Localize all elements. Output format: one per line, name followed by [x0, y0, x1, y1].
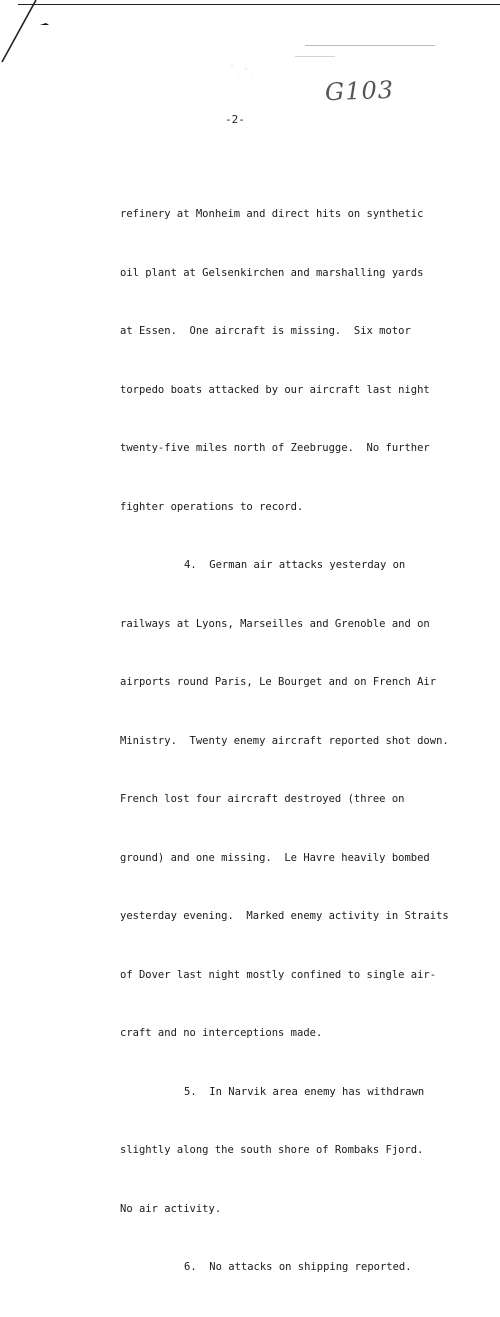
paragraph-5-start: 5. In Narvik area enemy has withdrawn: [184, 1085, 425, 1098]
faint-rule-short: [295, 56, 335, 57]
scan-edge-mark: [0, 0, 40, 70]
text-line: yesterday evening. Marked enemy activity in Straits: [120, 910, 449, 922]
paragraph-4-start: 4. German air attacks yesterday on: [184, 559, 406, 571]
text-line: Ministry. Twenty enemy aircraft reported shot down.: [120, 734, 449, 747]
text-line: railways at Lyons, Marseilles and Grenoble and on: [120, 617, 430, 630]
text-line: of Dover last night mostly confined to single air-: [120, 968, 437, 981]
top-border-line: [18, 4, 500, 5]
scan-speckles: [220, 60, 280, 90]
text-line: refinery at Monheim and direct hits on synthetic: [120, 208, 424, 220]
scan-speck-mark: [40, 23, 49, 26]
paragraph-6-start: 6. No attacks on shipping reported.: [184, 1261, 412, 1273]
faint-rule-top: [305, 45, 435, 46]
text-line: French lost four aircraft destroyed (three on: [120, 793, 405, 805]
text-line: twenty-five miles north of Zeebrugge. No further: [120, 442, 430, 454]
text-line: torpedo boats attacked by our aircraft last night: [120, 383, 430, 396]
text-line: ground) and one missing. Le Havre heavily bombed: [120, 851, 430, 864]
page-number: -2-: [225, 113, 245, 126]
text-line: airports round Paris, Le Bourget and on French Air: [120, 676, 437, 688]
text-line: No air activity.: [120, 1202, 222, 1215]
text-line: at Essen. One aircraft is missing. Six motor: [120, 325, 411, 337]
text-line: oil plant at Gelsenkirchen and marshalling yards: [120, 266, 424, 279]
text-line: craft and no interceptions made.: [120, 1027, 323, 1039]
text-line: fighter operations to record.: [120, 500, 304, 513]
document-body: [120, 166, 450, 1317]
text-line: slightly along the south shore of Rombaks Fjord.: [120, 1144, 424, 1156]
handwritten-reference: G103: [324, 75, 395, 107]
